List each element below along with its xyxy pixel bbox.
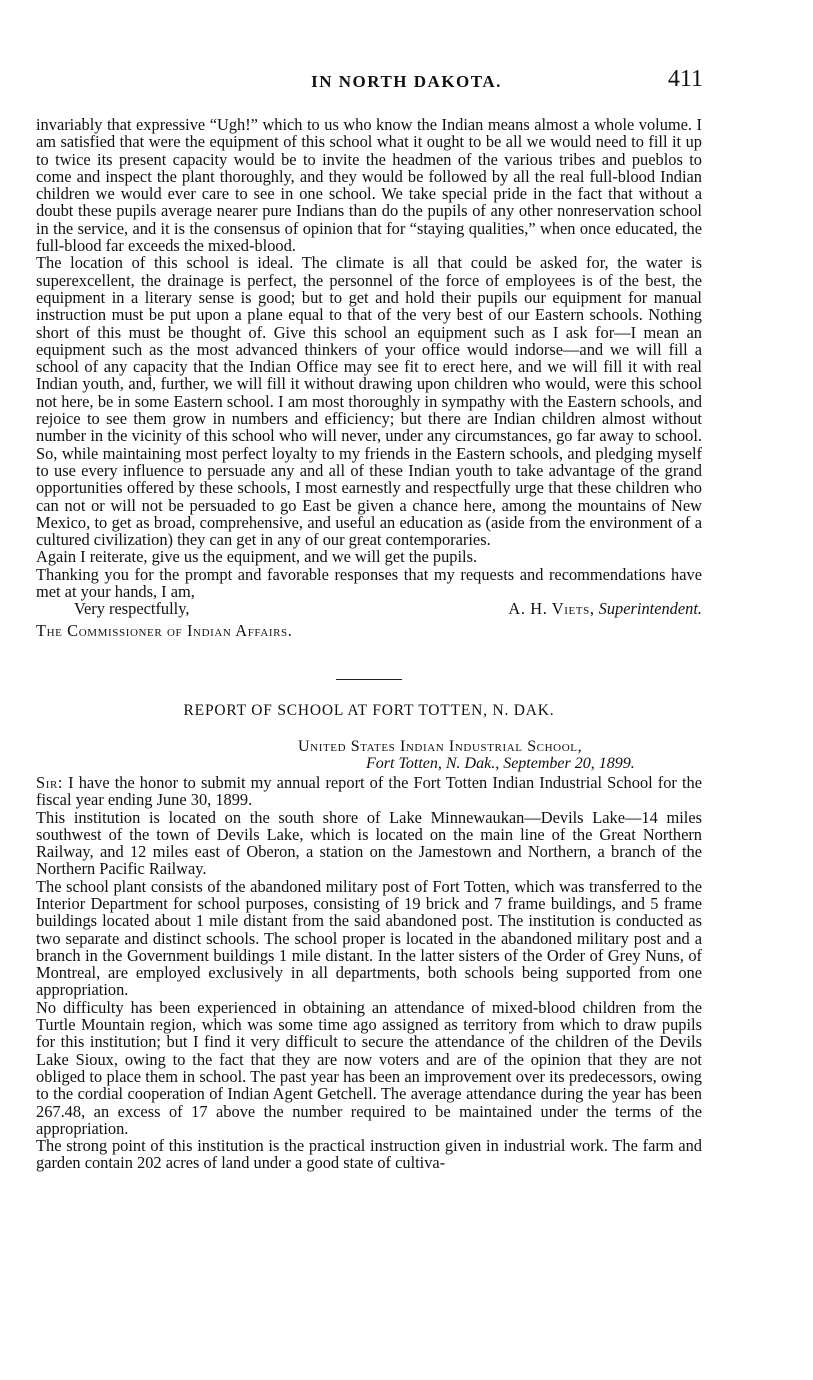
- report-place-date: Fort Totten, N. Dak., September 20, 1899.: [366, 754, 635, 772]
- report-address-block: [36, 738, 702, 772]
- report-heading: REPORT OF SCHOOL AT FORT TOTTEN, N. DAK.: [183, 701, 555, 719]
- running-head-title: IN NORTH DAKOTA.: [311, 72, 502, 91]
- letter-paragraph-2: The location of this school is ideal. The climate is all that could be asked for, the water is superexcellent, the drainage is perfect, the personnel of the force of employees is of the best, the equipment in a literary sense is good; but to get and hold their pupils our equipment for manual instruction must be put upon a plane equal to that of the very best of our Eastern schools. Nothing short of this must be thought of. Give this school an equipment such as I ask for—I mean an equipment such as the most advanced thinkers of your office would indorse—and we will fill a school of any capacity that the Indian Office may see fit to erect here, and we will fill it with real Indian youth, and, further, we will fill it without drawing upon children who would, were this school not here, be in some Eastern school. I am most thoroughly in sympathy with the Eastern schools, and rejoice to see them grow in numbers and efficiency; but there are Indian children almost without number in the vicinity of this school who will never, under any circumstances, go far away to school. So, while maintaining most perfect loyalty to my friends in the Eastern schools, and pledging myself to use every influence to persuade any and all of these Indian youth to take advantage of the grand opportunities offered by these schools, I most earnestly and respectfully urge that these children who can not or will not be persuaded to go East be given a chance here, among the mountains of New Mexico, to get as broad, comprehensive, and useful an education as (aside from the environment of a cultured civilization) they can get in any of our great contemporaries.: [36, 253, 702, 550]
- letter-signature: [508, 600, 702, 617]
- report-paragraph-1-text: I have the honor to submit my annual report of the Fort Totten Indian Industrial School for the fiscal year ending June 30, 1899.: [36, 772, 702, 810]
- report-paragraph-4: No difficulty has been experienced in obtaining an attendance of mixed-blood children from the Turtle Mountain region, which was some time ago assigned as territory from which to draw pupils for this institution; but I find it very difficult to secure the attendance of the children of the Devils Lake Sioux, owing to the fact that they are now voters and are of the opinion that they are not obliged to place them in school. The past year has been an improvement over its predecessors, owing to the cordial cooperation of Indian Agent Getchell. The average attendance during the year has been 267.48, an excess of 17 above the number required to be maintained under the terms of the appropriation.: [36, 997, 702, 1138]
- letter-closing: Very respectfully,: [74, 599, 190, 619]
- letter-paragraph-4: Thanking you for the prompt and favorable responses that my requests and recommendations have met at your hands, I am,: [36, 564, 702, 602]
- letter-paragraph-1: invariably that expressive “Ugh!” which to us who know the Indian means almost a whole volume. I am satisfied that were the equipment of this school what it ought to be all we would need to fill it up to twice its present capacity would be to invite the headmen of the various tribes and pueblos to come and inspect the plant thoroughly, and they would be followed by all the real full-blood Indian children we would ever care to see in one school. We take special pride in the fact that without a doubt these pupils average nearer pure Indians than do the pupils of any other nonreservation school in the service, and it is the consensus of opinion that for “staying qualities,” when once educated, the full-blood far exceeds the mixed-blood.: [36, 115, 702, 256]
- addressee-text: The Commissioner of Indian Affairs.: [36, 620, 293, 640]
- signature-name: A. H. Viets,: [508, 599, 595, 619]
- report-paragraph-1: [36, 774, 702, 809]
- report-institution: United States Indian Industrial School,: [298, 737, 583, 755]
- page-number: 411: [667, 66, 703, 92]
- report-paragraph-2: This institution is located on the south shore of Lake Minnewaukan—Devils Lake—14 miles southwest of the town of Devils Lake, which is located on the main line of the Great Northern Railway, and 12 miles east of Oberon, a station on the Jamestown and Northern, a branch of the Northern Pacific Railway.: [36, 807, 702, 879]
- page-body: [36, 116, 702, 1172]
- running-head: [0, 66, 813, 96]
- letter-addressee: [36, 622, 702, 639]
- section-divider: [336, 679, 402, 680]
- letter-paragraph-3: Again I reiterate, give us the equipment, and we will get the pupils.: [36, 547, 478, 567]
- report-paragraph-3: The school plant consists of the abandoned military post of Fort Totten, which was transferred to the Interior Department for school purposes, consisting of 19 brick and 7 frame buildings, and 5 frame buildings located about 1 mile distant from the said abandoned post. The institution is conducted as two separate and distinct schools. The school proper is located in the abandoned military post and a branch in the Government buildings 1 mile distant. In the latter sisters of the Order of Grey Nuns, of Montreal, are employed exclusively in all departments, both schools being supported from one appropriation.: [36, 876, 702, 1000]
- letter-closing-row: [36, 600, 702, 617]
- report-salutation: Sir:: [36, 772, 64, 792]
- signature-title: Superintendent.: [598, 599, 702, 619]
- report-paragraph-5: The strong point of this institution is the practical instruction given in industrial work. The farm and garden contain 202 acres of land under a good state of cultiva-: [36, 1136, 702, 1173]
